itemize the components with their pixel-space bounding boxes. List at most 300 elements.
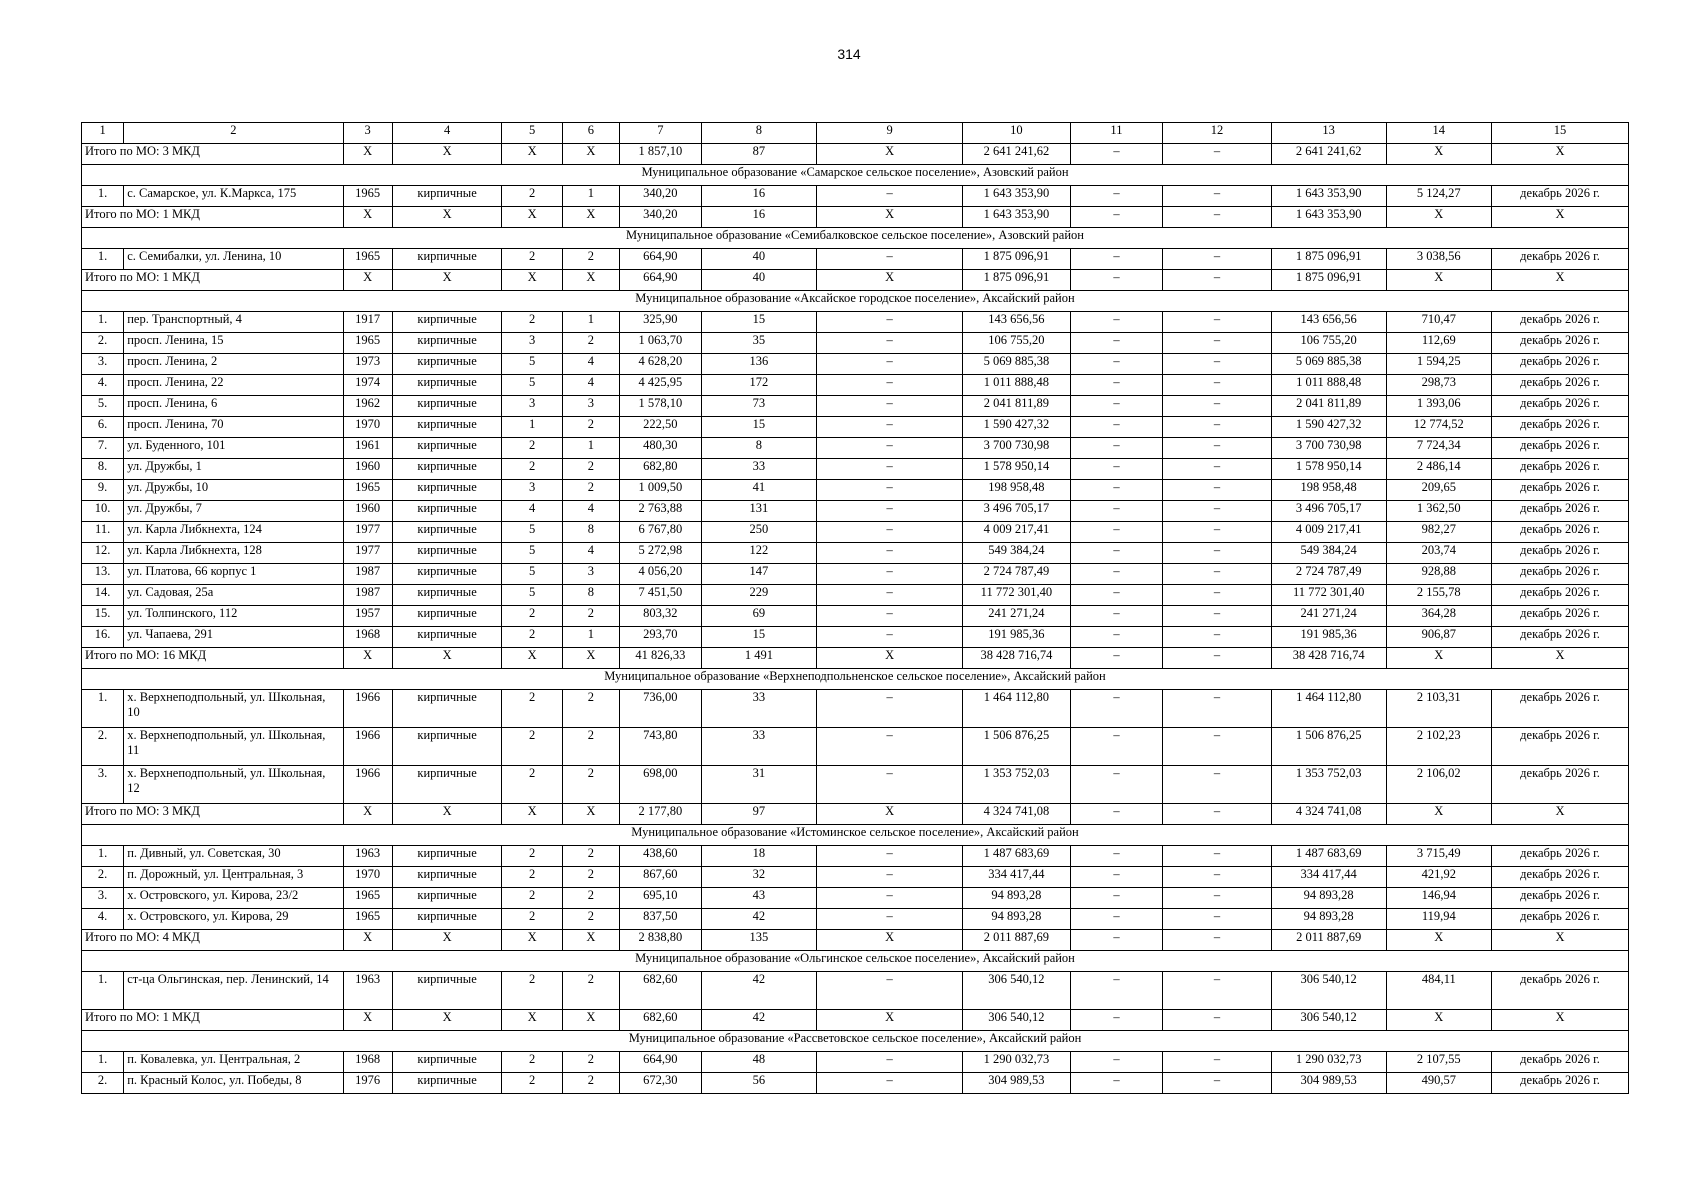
table-cell: 906,87 — [1386, 627, 1492, 648]
table-cell: 3 700 730,98 — [963, 438, 1071, 459]
row-number: 3. — [82, 766, 124, 804]
table-cell: 1 643 353,90 — [1271, 186, 1386, 207]
total-cell: – — [1163, 207, 1272, 228]
table-cell: 803,32 — [620, 606, 701, 627]
table-cell: 1 506 876,25 — [963, 728, 1071, 766]
table-cell: – — [817, 1073, 963, 1094]
table-cell: 682,60 — [620, 972, 701, 1010]
total-cell: Х — [392, 804, 502, 825]
table-cell: декабрь 2026 г. — [1492, 333, 1629, 354]
table-cell: – — [1163, 312, 1272, 333]
table-cell: декабрь 2026 г. — [1492, 522, 1629, 543]
table-cell: – — [1163, 333, 1272, 354]
table-cell: 4 056,20 — [620, 564, 701, 585]
total-cell: Х — [1386, 1010, 1492, 1031]
table-cell: 3 496 705,17 — [1271, 501, 1386, 522]
total-cell: Х — [1492, 270, 1629, 291]
total-cell: Х — [343, 930, 392, 951]
total-cell: Х — [1386, 207, 1492, 228]
table-cell: – — [817, 312, 963, 333]
table-cell: 1 594,25 — [1386, 354, 1492, 375]
row-number: 13. — [82, 564, 124, 585]
table-cell: 8 — [562, 522, 619, 543]
table-cell: 119,94 — [1386, 909, 1492, 930]
table-cell: 1965 — [343, 480, 392, 501]
table-cell: – — [1070, 585, 1163, 606]
table-cell: декабрь 2026 г. — [1492, 888, 1629, 909]
section-header-row — [82, 291, 1629, 312]
column-header: 12 — [1163, 123, 1272, 144]
total-cell: Х — [502, 648, 562, 669]
table-cell: 2 — [502, 690, 562, 728]
table-cell: 5 124,27 — [1386, 186, 1492, 207]
table-cell: 122 — [701, 543, 817, 564]
total-label: Итого по МО: 3 МКД — [82, 804, 344, 825]
section-title: Муниципальное образование «Ольгинское сельское поселение», Аксайский район — [82, 951, 1629, 972]
total-cell: Х — [1492, 804, 1629, 825]
total-cell: Х — [343, 207, 392, 228]
table-cell: 4 — [562, 543, 619, 564]
table-cell: 1 063,70 — [620, 333, 701, 354]
table-cell: 5 — [502, 354, 562, 375]
total-cell: 4 324 741,08 — [1271, 804, 1386, 825]
table-cell: 1968 — [343, 1052, 392, 1073]
table-cell: декабрь 2026 г. — [1492, 375, 1629, 396]
table-cell: – — [817, 564, 963, 585]
table-cell: 5 — [502, 522, 562, 543]
table-cell: 2 — [502, 459, 562, 480]
address-cell: с. Самарское, ул. К.Маркса, 175 — [124, 186, 343, 207]
table-cell: – — [817, 438, 963, 459]
table-cell: – — [1163, 375, 1272, 396]
total-cell: Х — [562, 207, 619, 228]
table-cell: 2 — [502, 438, 562, 459]
table-cell: – — [1070, 728, 1163, 766]
total-cell: Х — [392, 207, 502, 228]
table-cell: 1 487 683,69 — [1271, 846, 1386, 867]
column-header: 11 — [1070, 123, 1163, 144]
table-cell: – — [1070, 909, 1163, 930]
row-number: 1. — [82, 846, 124, 867]
table-cell: 2 041 811,89 — [963, 396, 1071, 417]
row-number: 1. — [82, 249, 124, 270]
total-cell: 1 643 353,90 — [1271, 207, 1386, 228]
table-cell: 191 985,36 — [963, 627, 1071, 648]
table-cell: 1968 — [343, 627, 392, 648]
table-row — [82, 627, 1629, 648]
total-cell: Х — [562, 270, 619, 291]
table-cell: 484,11 — [1386, 972, 1492, 1010]
row-number: 9. — [82, 480, 124, 501]
total-cell: – — [1163, 930, 1272, 951]
total-cell: 135 — [701, 930, 817, 951]
table-row — [82, 438, 1629, 459]
table-cell: декабрь 2026 г. — [1492, 867, 1629, 888]
table-cell: – — [1070, 1052, 1163, 1073]
address-cell: ул. Буденного, 101 — [124, 438, 343, 459]
table-cell: 1 464 112,80 — [963, 690, 1071, 728]
table-cell: 1970 — [343, 867, 392, 888]
total-cell: Х — [817, 1010, 963, 1031]
table-cell: 1966 — [343, 766, 392, 804]
address-cell: ул. Карла Либкнехта, 124 — [124, 522, 343, 543]
table-cell: 2 — [502, 846, 562, 867]
table-cell: 5 — [502, 375, 562, 396]
table-cell: – — [1163, 459, 1272, 480]
address-cell: ул. Карла Либкнехта, 128 — [124, 543, 343, 564]
row-number: 4. — [82, 909, 124, 930]
total-cell: 2 011 887,69 — [963, 930, 1071, 951]
table-row — [82, 522, 1629, 543]
table-cell: 1 578,10 — [620, 396, 701, 417]
table-cell: 1 875 096,91 — [1271, 249, 1386, 270]
table-cell: декабрь 2026 г. — [1492, 564, 1629, 585]
table-cell: 33 — [701, 459, 817, 480]
table-cell: 15 — [701, 627, 817, 648]
total-cell: – — [1070, 804, 1163, 825]
table-cell: кирпичные — [392, 333, 502, 354]
table-row — [82, 375, 1629, 396]
total-cell: – — [1163, 144, 1272, 165]
table-cell: – — [817, 909, 963, 930]
table-cell: 5 — [502, 564, 562, 585]
table-cell: 4 — [562, 354, 619, 375]
total-cell: Х — [502, 270, 562, 291]
address-cell: п. Дорожный, ул. Центральная, 3 — [124, 867, 343, 888]
total-cell: Х — [562, 1010, 619, 1031]
table-cell: 1965 — [343, 186, 392, 207]
table-cell: 1974 — [343, 375, 392, 396]
table-cell: – — [1163, 627, 1272, 648]
table-cell: – — [1070, 501, 1163, 522]
table-cell: 198 958,48 — [1271, 480, 1386, 501]
address-cell: просп. Ленина, 2 — [124, 354, 343, 375]
table-cell: – — [1163, 972, 1272, 1010]
table-cell: кирпичные — [392, 867, 502, 888]
table-cell: 172 — [701, 375, 817, 396]
total-row — [82, 804, 1629, 825]
total-cell: 42 — [701, 1010, 817, 1031]
total-cell: – — [1070, 1010, 1163, 1031]
table-cell: – — [1070, 543, 1163, 564]
table-cell: – — [817, 186, 963, 207]
total-row — [82, 1010, 1629, 1031]
table-cell: – — [817, 627, 963, 648]
row-number: 1. — [82, 186, 124, 207]
table-cell: 1963 — [343, 846, 392, 867]
table-cell: – — [817, 606, 963, 627]
table-cell: кирпичные — [392, 585, 502, 606]
table-cell: декабрь 2026 г. — [1492, 417, 1629, 438]
table-cell: 306 540,12 — [963, 972, 1071, 1010]
table-cell: – — [1163, 249, 1272, 270]
table-cell: 1960 — [343, 501, 392, 522]
total-cell: Х — [392, 648, 502, 669]
table-cell: 1987 — [343, 585, 392, 606]
total-cell: Х — [562, 930, 619, 951]
table-row — [82, 585, 1629, 606]
table-cell: 1 643 353,90 — [963, 186, 1071, 207]
table-cell: 2 — [562, 909, 619, 930]
total-cell: 2 641 241,62 — [963, 144, 1071, 165]
table-cell: 2 724 787,49 — [1271, 564, 1386, 585]
table-cell: 94 893,28 — [963, 888, 1071, 909]
table-row — [82, 417, 1629, 438]
address-cell: ул. Садовая, 25а — [124, 585, 343, 606]
column-header: 4 — [392, 123, 502, 144]
total-cell: Х — [1386, 930, 1492, 951]
table-cell: 293,70 — [620, 627, 701, 648]
table-cell: кирпичные — [392, 375, 502, 396]
row-number: 2. — [82, 867, 124, 888]
total-label: Итого по МО: 16 МКД — [82, 648, 344, 669]
table-cell: кирпичные — [392, 606, 502, 627]
table-cell: 1 353 752,03 — [1271, 766, 1386, 804]
total-row — [82, 930, 1629, 951]
column-header: 15 — [1492, 123, 1629, 144]
table-row — [82, 501, 1629, 522]
table-cell: – — [1070, 417, 1163, 438]
table-cell: – — [1163, 186, 1272, 207]
total-cell: Х — [1492, 1010, 1629, 1031]
section-header-row — [82, 1031, 1629, 1052]
table-row — [82, 480, 1629, 501]
address-cell: ул. Дружбы, 1 — [124, 459, 343, 480]
total-cell: Х — [343, 270, 392, 291]
table-cell: кирпичные — [392, 354, 502, 375]
table-cell: 2 — [502, 972, 562, 1010]
total-cell: Х — [343, 144, 392, 165]
total-cell: Х — [817, 144, 963, 165]
total-cell: 2 011 887,69 — [1271, 930, 1386, 951]
table-cell: 698,00 — [620, 766, 701, 804]
total-cell: 87 — [701, 144, 817, 165]
table-cell: – — [1070, 1073, 1163, 1094]
table-cell: 3 496 705,17 — [963, 501, 1071, 522]
table-cell: кирпичные — [392, 627, 502, 648]
total-cell: – — [1070, 207, 1163, 228]
table-cell: 2 — [502, 1073, 562, 1094]
table-cell: 2 763,88 — [620, 501, 701, 522]
table-cell: 1 — [562, 186, 619, 207]
address-cell: х. Верхнеподпольный, ул. Школьная, 10 — [124, 690, 343, 728]
table-cell: – — [1163, 522, 1272, 543]
section-title: Муниципальное образование «Истоминское сельское поселение», Аксайский район — [82, 825, 1629, 846]
table-cell: 325,90 — [620, 312, 701, 333]
table-cell: декабрь 2026 г. — [1492, 354, 1629, 375]
table-cell: – — [817, 375, 963, 396]
table-cell: 1 — [562, 312, 619, 333]
table-cell: 1 506 876,25 — [1271, 728, 1386, 766]
table-cell: 695,10 — [620, 888, 701, 909]
table-cell: 2 — [502, 888, 562, 909]
table-cell: 3 — [502, 480, 562, 501]
section-header-row — [82, 165, 1629, 186]
total-cell: 1 643 353,90 — [963, 207, 1071, 228]
table-cell: 837,50 — [620, 909, 701, 930]
table-cell: 2 — [562, 1052, 619, 1073]
table-cell: кирпичные — [392, 312, 502, 333]
table-cell: – — [1163, 480, 1272, 501]
table-cell: – — [1070, 312, 1163, 333]
table-cell: 2 486,14 — [1386, 459, 1492, 480]
table-cell: 2 — [562, 728, 619, 766]
table-row — [82, 333, 1629, 354]
table-row — [82, 606, 1629, 627]
table-cell: 136 — [701, 354, 817, 375]
table-cell: 2 — [502, 867, 562, 888]
column-header: 9 — [817, 123, 963, 144]
table-cell: 340,20 — [620, 186, 701, 207]
table-cell: кирпичные — [392, 728, 502, 766]
column-header: 2 — [124, 123, 343, 144]
table-cell: 2 — [562, 690, 619, 728]
table-cell: 48 — [701, 1052, 817, 1073]
table-cell: декабрь 2026 г. — [1492, 543, 1629, 564]
table-cell: 4 009 217,41 — [1271, 522, 1386, 543]
table-cell: 4 628,20 — [620, 354, 701, 375]
table-cell: 40 — [701, 249, 817, 270]
address-cell: ст-ца Ольгинская, пер. Ленинский, 14 — [124, 972, 343, 1010]
table-cell: 334 417,44 — [1271, 867, 1386, 888]
table-cell: 241 271,24 — [963, 606, 1071, 627]
table-cell: 4 — [562, 501, 619, 522]
table-cell: 549 384,24 — [963, 543, 1071, 564]
table-cell: – — [1163, 728, 1272, 766]
table-cell: 1966 — [343, 728, 392, 766]
table-cell: 143 656,56 — [963, 312, 1071, 333]
table-cell: – — [817, 867, 963, 888]
total-cell: Х — [562, 804, 619, 825]
table-cell: кирпичные — [392, 1073, 502, 1094]
total-cell: Х — [562, 648, 619, 669]
table-cell: 2 — [562, 867, 619, 888]
section-header-row — [82, 669, 1629, 690]
address-cell: ул. Дружбы, 10 — [124, 480, 343, 501]
table-cell: 736,00 — [620, 690, 701, 728]
row-number: 10. — [82, 501, 124, 522]
total-cell: – — [1070, 930, 1163, 951]
section-title: Муниципальное образование «Аксайское городское поселение», Аксайский район — [82, 291, 1629, 312]
table-cell: 209,65 — [1386, 480, 1492, 501]
table-cell: 2 — [502, 909, 562, 930]
table-cell: 1 590 427,32 — [963, 417, 1071, 438]
total-cell: Х — [1492, 930, 1629, 951]
table-cell: 2 — [562, 846, 619, 867]
table-cell: 3 — [562, 396, 619, 417]
table-cell: 1 — [562, 627, 619, 648]
table-cell: 8 — [562, 585, 619, 606]
table-cell: 4 425,95 — [620, 375, 701, 396]
total-cell: Х — [562, 144, 619, 165]
total-cell: Х — [392, 930, 502, 951]
table-cell: 2 — [562, 972, 619, 1010]
table-cell: – — [1163, 606, 1272, 627]
housing-register-table — [81, 122, 1629, 1094]
table-cell: декабрь 2026 г. — [1492, 480, 1629, 501]
table-cell: кирпичные — [392, 888, 502, 909]
total-cell: 4 324 741,08 — [963, 804, 1071, 825]
table-cell: 2 — [502, 312, 562, 333]
total-cell: Х — [1386, 804, 1492, 825]
table-cell: декабрь 2026 г. — [1492, 606, 1629, 627]
table-cell: кирпичные — [392, 438, 502, 459]
table-cell: кирпичные — [392, 846, 502, 867]
total-row — [82, 144, 1629, 165]
table-cell: 1 290 032,73 — [963, 1052, 1071, 1073]
column-header: 8 — [701, 123, 817, 144]
table-cell: 7 724,34 — [1386, 438, 1492, 459]
table-cell: – — [1070, 846, 1163, 867]
row-number: 3. — [82, 888, 124, 909]
table-cell: 3 715,49 — [1386, 846, 1492, 867]
table-cell: – — [817, 417, 963, 438]
table-cell: 2 107,55 — [1386, 1052, 1492, 1073]
table-cell: – — [817, 459, 963, 480]
table-cell: 146,94 — [1386, 888, 1492, 909]
total-cell: 1 875 096,91 — [1271, 270, 1386, 291]
table-cell: – — [1163, 766, 1272, 804]
table-cell: 1 362,50 — [1386, 501, 1492, 522]
table-cell: 2 — [502, 606, 562, 627]
table-cell: – — [1070, 480, 1163, 501]
table-cell: декабрь 2026 г. — [1492, 1052, 1629, 1073]
table-cell: – — [817, 249, 963, 270]
table-cell: 16 — [701, 186, 817, 207]
table-cell: 43 — [701, 888, 817, 909]
table-row — [82, 564, 1629, 585]
table-cell: – — [817, 501, 963, 522]
row-number: 15. — [82, 606, 124, 627]
table-cell: кирпичные — [392, 480, 502, 501]
table-cell: – — [1070, 438, 1163, 459]
total-cell: – — [1163, 270, 1272, 291]
table-cell: 1 578 950,14 — [1271, 459, 1386, 480]
address-cell: ул. Толпинского, 112 — [124, 606, 343, 627]
table-cell: 334 417,44 — [963, 867, 1071, 888]
total-cell: – — [1163, 1010, 1272, 1031]
table-cell: – — [817, 585, 963, 606]
table-cell: 2 103,31 — [1386, 690, 1492, 728]
table-cell: – — [1070, 606, 1163, 627]
table-cell: – — [1070, 354, 1163, 375]
row-number: 7. — [82, 438, 124, 459]
table-cell: 5 — [502, 543, 562, 564]
row-number: 1. — [82, 1052, 124, 1073]
address-cell: п. Красный Колос, ул. Победы, 8 — [124, 1073, 343, 1094]
table-cell: 2 — [562, 1073, 619, 1094]
table-cell: 106 755,20 — [1271, 333, 1386, 354]
table-cell: – — [1070, 972, 1163, 1010]
table-cell: – — [817, 522, 963, 543]
table-cell: кирпичные — [392, 1052, 502, 1073]
section-title: Муниципальное образование «Верхнеподпольненское сельское поселение», Аксайский район — [82, 669, 1629, 690]
table-cell: – — [1163, 867, 1272, 888]
table-cell: 2 — [562, 888, 619, 909]
table-row — [82, 1073, 1629, 1094]
table-cell: 131 — [701, 501, 817, 522]
table-cell: 42 — [701, 909, 817, 930]
address-cell: с. Семибалки, ул. Ленина, 10 — [124, 249, 343, 270]
section-title: Муниципальное образование «Рассветовское сельское поселение», Аксайский район — [82, 1031, 1629, 1052]
table-cell: 1 464 112,80 — [1271, 690, 1386, 728]
table-cell: кирпичные — [392, 501, 502, 522]
table-cell: 1 011 888,48 — [1271, 375, 1386, 396]
total-cell: Х — [392, 1010, 502, 1031]
table-cell: 2 — [562, 459, 619, 480]
table-cell: кирпичные — [392, 690, 502, 728]
table-cell: 364,28 — [1386, 606, 1492, 627]
